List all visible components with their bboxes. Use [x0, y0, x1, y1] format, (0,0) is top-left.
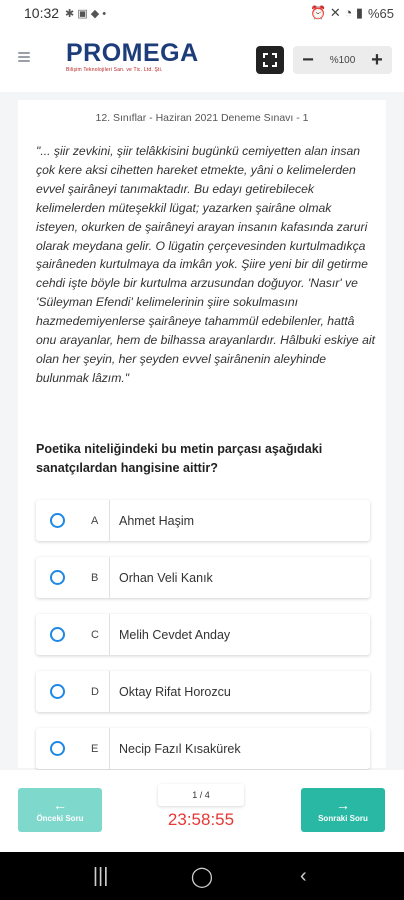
question-card — [18, 100, 386, 768]
status-bar — [0, 0, 404, 26]
notification-icons: ✱ ▣ ◆ • — [65, 7, 107, 20]
option-d[interactable] — [36, 671, 370, 712]
system-icons: ⏰ ✕ ◔ ▮ — [310, 5, 363, 20]
zoom-in-button[interactable]: + — [371, 49, 383, 71]
exam-footer — [0, 770, 404, 852]
radio-button[interactable] — [50, 627, 65, 642]
page-indicator: 1 / 4 — [158, 784, 244, 806]
battery-level: %65 — [367, 5, 394, 21]
option-c[interactable] — [36, 614, 370, 655]
next-question-button[interactable] — [301, 788, 385, 832]
previous-question-button[interactable] — [18, 788, 102, 832]
divider — [109, 671, 110, 712]
status-time: 10:32 — [24, 5, 60, 21]
logo-subtitle: Bilişim Teknolojileri San. ve Tic. Ltd. Şti. — [66, 67, 163, 73]
option-text: Ahmet Haşim — [119, 513, 195, 528]
option-letter: B — [91, 571, 99, 584]
arrow-right-icon: → — [336, 796, 350, 813]
status-left — [24, 5, 106, 21]
option-a[interactable] — [36, 500, 370, 541]
fullscreen-button[interactable] — [256, 46, 284, 74]
option-text: Orhan Veli Kanık — [119, 570, 213, 585]
radio-button[interactable] — [50, 570, 65, 585]
option-letter: A — [91, 514, 99, 527]
radio-button[interactable] — [50, 513, 65, 528]
exam-title: 12. Sınıflar - Haziran 2021 Deneme Sınavı - 1 — [95, 112, 309, 124]
menu-icon[interactable] — [18, 52, 30, 62]
android-nav-bar — [0, 852, 404, 900]
divider — [109, 557, 110, 598]
radio-button[interactable] — [50, 741, 65, 756]
option-e[interactable] — [36, 728, 370, 769]
next-question-label: Sonraki Soru — [318, 813, 368, 823]
back-icon[interactable]: ‹ — [299, 864, 307, 887]
recent-apps-icon[interactable]: ||| — [92, 864, 109, 887]
option-text: Oktay Rifat Horozcu — [119, 684, 231, 699]
logo-text: PROMEGA — [66, 39, 199, 67]
previous-question-label: Önceki Soru — [36, 813, 84, 823]
divider — [109, 728, 110, 769]
app-header — [0, 26, 404, 92]
option-text: Necip Fazıl Kısakürek — [119, 741, 241, 756]
option-b[interactable] — [36, 557, 370, 598]
radio-button[interactable] — [50, 684, 65, 699]
passage-text: "... şiir zevkini, şiir telâkkisini bugünkü cemiyetten alan insan çok kere aksi cihetten hareket etmekte, yâni o kelimelerden evvel şairâneyi tanımaktadır. Bu edayı getirebilecek kelimelerden müteşekkil lügat; yazarken şairâne olmak isteyen, okurken de şairâneyi arayan insanın kafasında zaruri olarak meydana gelir. O lügatin çerçevesinden kurtulmadıkça şairâneden kurtulmaya da imkân yok. Şiire yeni bir dil getirme cehdi işte böyle bir kurtulma arzusundan doğuyor. 'Nasır' ve 'Süleyman Efendi' kelimelerinin şiire sokulmasını hazmedemiyenlerse şairâneye tahammül edebilenler, hattâ onu arayanlar, hem de bilhassa arayanlardır. Hâlbuki eskiye ait olan her şeyin, her şeyden evvel şairânenin aleyhinde bulunmak lâzım." — [36, 144, 375, 385]
option-letter: E — [91, 742, 99, 755]
option-letter: D — [91, 685, 99, 698]
divider — [109, 500, 110, 541]
countdown-timer: 23:58:55 — [167, 810, 235, 829]
arrow-left-icon: ← — [53, 796, 67, 813]
option-text: Melih Cevdet Anday — [119, 627, 231, 642]
question-text: Poetika niteliğindeki bu metin parçası aşağıdaki sanatçılardan hangisine aittir? — [36, 442, 323, 475]
divider — [109, 614, 110, 655]
zoom-level: %100 — [329, 54, 356, 66]
zoom-out-button[interactable]: − — [302, 49, 314, 71]
option-letter: C — [91, 628, 99, 641]
zoom-control — [293, 46, 392, 74]
logo — [66, 40, 199, 73]
home-icon[interactable]: ◯ — [190, 865, 214, 888]
fullscreen-icon — [263, 53, 277, 67]
status-right — [310, 5, 394, 21]
